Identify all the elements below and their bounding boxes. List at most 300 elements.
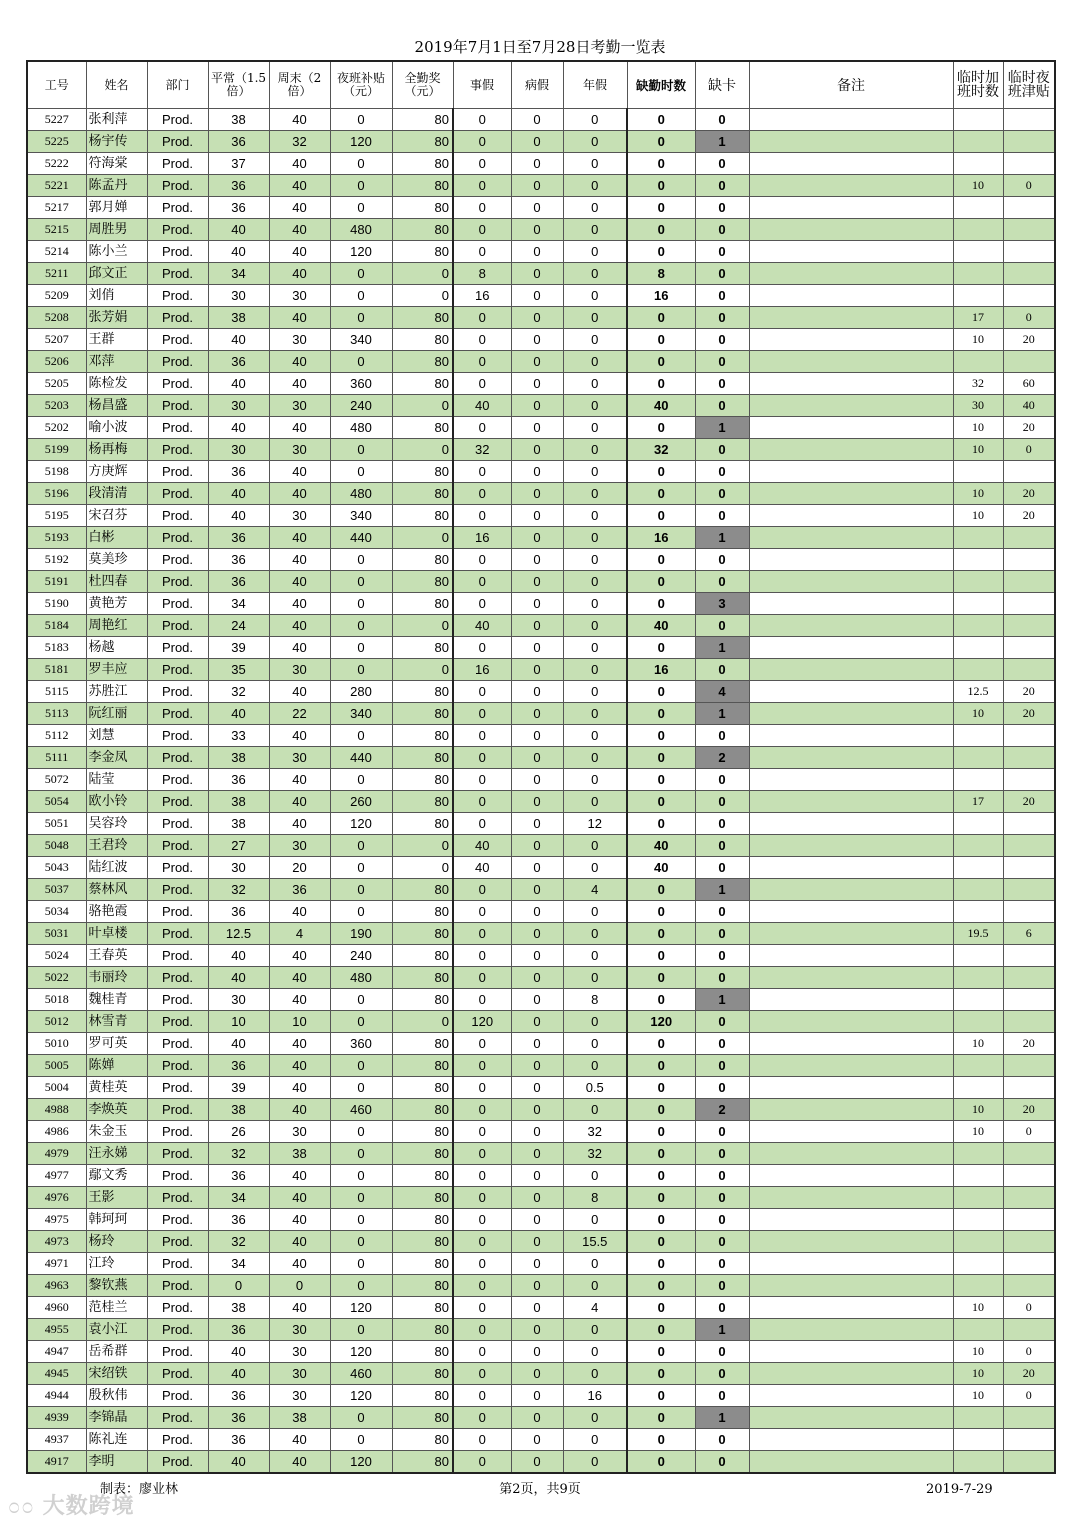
cell-attendance-bonus: 80 [392, 989, 453, 1011]
cell-employee-id: 5227 [27, 109, 86, 131]
cell-weekend-ot: 40 [269, 219, 330, 241]
cell-temp-ot-hours [953, 593, 1003, 615]
cell-night-allowance: 0 [330, 989, 392, 1011]
cell-missed-punch: 0 [695, 1363, 749, 1385]
cell-temp-night-allowance [1003, 725, 1055, 747]
cell-night-allowance: 460 [330, 1099, 392, 1121]
cell-absence-hours: 0 [627, 989, 695, 1011]
cell-department: Prod. [147, 967, 208, 989]
cell-night-allowance: 120 [330, 131, 392, 153]
cell-weekday-ot: 40 [208, 373, 269, 395]
cell-night-allowance: 120 [330, 1297, 392, 1319]
cell-employee-id: 4988 [27, 1099, 86, 1121]
cell-employee-id: 5202 [27, 417, 86, 439]
cell-temp-night-allowance [1003, 901, 1055, 923]
cell-night-allowance: 0 [330, 197, 392, 219]
cell-weekend-ot: 0 [269, 1275, 330, 1297]
cell-employee-id: 5022 [27, 967, 86, 989]
cell-weekday-ot: 36 [208, 1165, 269, 1187]
cell-department: Prod. [147, 593, 208, 615]
col-weekend-ot: 周末（2倍） [269, 61, 330, 109]
table-row [27, 1165, 1055, 1187]
footer-date: 2019-7-29 [926, 1482, 993, 1497]
cell-weekday-ot: 30 [208, 395, 269, 417]
cell-employee-id: 5217 [27, 197, 86, 219]
cell-weekday-ot: 12.5 [208, 923, 269, 945]
cell-weekend-ot: 40 [269, 593, 330, 615]
cell-employee-id: 5184 [27, 615, 86, 637]
cell-annual-leave: 0 [563, 263, 627, 285]
col-annual-leave: 年假 [563, 61, 627, 109]
cell-missed-punch: 0 [695, 945, 749, 967]
cell-weekday-ot: 40 [208, 703, 269, 725]
cell-weekend-ot: 40 [269, 1055, 330, 1077]
cell-absence-hours: 0 [627, 1429, 695, 1451]
cell-name: 苏胜江 [86, 681, 147, 703]
cell-sick-leave: 0 [511, 681, 563, 703]
cell-temp-ot-hours [953, 1319, 1003, 1341]
cell-annual-leave: 0 [563, 527, 627, 549]
cell-department: Prod. [147, 1011, 208, 1033]
cell-annual-leave: 0 [563, 659, 627, 681]
cell-absence-hours: 0 [627, 637, 695, 659]
cell-name: 陈孟丹 [86, 175, 147, 197]
cell-temp-ot-hours [953, 725, 1003, 747]
cell-sick-leave: 0 [511, 417, 563, 439]
cell-employee-id: 5211 [27, 263, 86, 285]
cell-sick-leave: 0 [511, 659, 563, 681]
cell-annual-leave: 4 [563, 879, 627, 901]
cell-personal-leave: 0 [453, 1209, 511, 1231]
cell-remarks [749, 263, 953, 285]
cell-annual-leave: 0 [563, 351, 627, 373]
watermark-text: 大数跨境 [42, 1494, 135, 1519]
cell-annual-leave: 0 [563, 769, 627, 791]
cell-weekday-ot: 38 [208, 791, 269, 813]
footer-maker: 制表：廖业林 [100, 1482, 179, 1497]
cell-annual-leave: 0 [563, 571, 627, 593]
cell-department: Prod. [147, 417, 208, 439]
cell-sick-leave: 0 [511, 1385, 563, 1407]
cell-attendance-bonus: 80 [392, 681, 453, 703]
cell-sick-leave: 0 [511, 1165, 563, 1187]
cell-sick-leave: 0 [511, 1451, 563, 1474]
cell-absence-hours: 0 [627, 1297, 695, 1319]
cell-name: 林雪青 [86, 1011, 147, 1033]
cell-personal-leave: 0 [453, 1099, 511, 1121]
table-row [27, 351, 1055, 373]
cell-weekday-ot: 24 [208, 615, 269, 637]
cell-sick-leave: 0 [511, 989, 563, 1011]
table-row [27, 681, 1055, 703]
cell-department: Prod. [147, 879, 208, 901]
cell-department: Prod. [147, 329, 208, 351]
cell-absence-hours: 16 [627, 285, 695, 307]
cell-sick-leave: 0 [511, 439, 563, 461]
cell-annual-leave: 0 [563, 1099, 627, 1121]
cell-temp-ot-hours [953, 857, 1003, 879]
table-row [27, 1121, 1055, 1143]
cell-temp-night-allowance [1003, 285, 1055, 307]
cell-department: Prod. [147, 1077, 208, 1099]
cell-annual-leave: 0 [563, 615, 627, 637]
cell-department: Prod. [147, 461, 208, 483]
cell-attendance-bonus: 80 [392, 131, 453, 153]
cell-remarks [749, 725, 953, 747]
cell-temp-night-allowance: 0 [1003, 1341, 1055, 1363]
cell-night-allowance: 440 [330, 747, 392, 769]
cell-sick-leave: 0 [511, 527, 563, 549]
cell-absence-hours: 0 [627, 417, 695, 439]
cell-night-allowance: 0 [330, 1121, 392, 1143]
cell-absence-hours: 0 [627, 1209, 695, 1231]
cell-temp-night-allowance [1003, 263, 1055, 285]
cell-temp-night-allowance [1003, 1429, 1055, 1451]
cell-annual-leave: 15.5 [563, 1231, 627, 1253]
cell-personal-leave: 0 [453, 791, 511, 813]
cell-temp-night-allowance [1003, 1187, 1055, 1209]
cell-temp-ot-hours [953, 813, 1003, 835]
cell-temp-ot-hours: 10 [953, 483, 1003, 505]
cell-attendance-bonus: 80 [392, 637, 453, 659]
cell-remarks [749, 241, 953, 263]
cell-weekend-ot: 40 [269, 263, 330, 285]
cell-remarks [749, 1341, 953, 1363]
cell-temp-ot-hours [953, 571, 1003, 593]
cell-department: Prod. [147, 1297, 208, 1319]
cell-missed-punch: 0 [695, 835, 749, 857]
cell-name: 蔡林风 [86, 879, 147, 901]
cell-remarks [749, 1319, 953, 1341]
cell-sick-leave: 0 [511, 1143, 563, 1165]
cell-temp-ot-hours [953, 1231, 1003, 1253]
cell-missed-punch: 0 [695, 1297, 749, 1319]
cell-weekday-ot: 36 [208, 1209, 269, 1231]
cell-employee-id: 5192 [27, 549, 86, 571]
cell-name: 袁小江 [86, 1319, 147, 1341]
cell-name: 杨昌盛 [86, 395, 147, 417]
cell-name: 岳希群 [86, 1341, 147, 1363]
cell-name: 陈婵 [86, 1055, 147, 1077]
table-row [27, 109, 1055, 131]
cell-absence-hours: 0 [627, 1319, 695, 1341]
cell-night-allowance: 0 [330, 1253, 392, 1275]
cell-missed-punch: 1 [695, 1407, 749, 1429]
cell-personal-leave: 40 [453, 395, 511, 417]
table-row [27, 1253, 1055, 1275]
cell-sick-leave: 0 [511, 1297, 563, 1319]
page-title: 2019年7月1日至7月28日考勤一览表 [414, 38, 666, 56]
cell-annual-leave: 0 [563, 593, 627, 615]
cell-temp-night-allowance [1003, 879, 1055, 901]
cell-annual-leave: 0 [563, 1275, 627, 1297]
cell-missed-punch: 0 [695, 219, 749, 241]
cell-personal-leave: 0 [453, 549, 511, 571]
cell-weekday-ot: 26 [208, 1121, 269, 1143]
cell-annual-leave: 0 [563, 637, 627, 659]
table-row [27, 703, 1055, 725]
cell-night-allowance: 0 [330, 593, 392, 615]
cell-temp-ot-hours [953, 263, 1003, 285]
cell-department: Prod. [147, 1385, 208, 1407]
cell-weekend-ot: 40 [269, 1297, 330, 1319]
col-name: 姓名 [86, 61, 147, 109]
cell-employee-id: 5205 [27, 373, 86, 395]
cell-annual-leave: 0 [563, 835, 627, 857]
cell-temp-ot-hours: 10 [953, 505, 1003, 527]
cell-missed-punch: 0 [695, 329, 749, 351]
cell-temp-ot-hours: 17 [953, 791, 1003, 813]
cell-temp-ot-hours [953, 285, 1003, 307]
cell-department: Prod. [147, 725, 208, 747]
table-row [27, 1429, 1055, 1451]
cell-remarks [749, 637, 953, 659]
cell-temp-night-allowance [1003, 857, 1055, 879]
cell-employee-id: 5206 [27, 351, 86, 373]
cell-remarks [749, 153, 953, 175]
cell-attendance-bonus: 80 [392, 879, 453, 901]
cell-weekend-ot: 40 [269, 967, 330, 989]
cell-name: 杨宇传 [86, 131, 147, 153]
cell-missed-punch: 0 [695, 659, 749, 681]
cell-attendance-bonus: 80 [392, 791, 453, 813]
cell-absence-hours: 0 [627, 1121, 695, 1143]
cell-night-allowance: 0 [330, 1055, 392, 1077]
cell-employee-id: 5225 [27, 131, 86, 153]
cell-night-allowance: 120 [330, 1341, 392, 1363]
cell-night-allowance: 340 [330, 505, 392, 527]
cell-personal-leave: 0 [453, 967, 511, 989]
watermark-logo-icon: ೦೦ [8, 1494, 43, 1519]
table-row [27, 241, 1055, 263]
cell-weekday-ot: 39 [208, 637, 269, 659]
cell-department: Prod. [147, 373, 208, 395]
cell-employee-id: 5004 [27, 1077, 86, 1099]
cell-employee-id: 4971 [27, 1253, 86, 1275]
cell-sick-leave: 0 [511, 1275, 563, 1297]
table-row [27, 1451, 1055, 1474]
cell-annual-leave: 0 [563, 1407, 627, 1429]
cell-temp-night-allowance: 20 [1003, 703, 1055, 725]
cell-remarks [749, 307, 953, 329]
cell-name: 方庚辉 [86, 461, 147, 483]
cell-weekend-ot: 40 [269, 1033, 330, 1055]
cell-temp-night-allowance [1003, 769, 1055, 791]
cell-night-allowance: 240 [330, 945, 392, 967]
cell-sick-leave: 0 [511, 241, 563, 263]
cell-attendance-bonus: 0 [392, 395, 453, 417]
cell-temp-night-allowance [1003, 747, 1055, 769]
cell-weekend-ot: 30 [269, 747, 330, 769]
cell-personal-leave: 0 [453, 1297, 511, 1319]
cell-night-allowance: 0 [330, 549, 392, 571]
cell-name: 段清清 [86, 483, 147, 505]
cell-annual-leave: 0 [563, 1451, 627, 1474]
cell-sick-leave: 0 [511, 307, 563, 329]
cell-name: 王群 [86, 329, 147, 351]
cell-absence-hours: 40 [627, 395, 695, 417]
table-row [27, 945, 1055, 967]
cell-weekend-ot: 36 [269, 879, 330, 901]
cell-night-allowance: 0 [330, 1143, 392, 1165]
cell-night-allowance: 190 [330, 923, 392, 945]
cell-name: 白彬 [86, 527, 147, 549]
cell-temp-ot-hours [953, 351, 1003, 373]
cell-department: Prod. [147, 571, 208, 593]
cell-temp-ot-hours [953, 769, 1003, 791]
table-row [27, 395, 1055, 417]
cell-weekday-ot: 36 [208, 549, 269, 571]
cell-employee-id: 5112 [27, 725, 86, 747]
cell-temp-ot-hours [953, 1451, 1003, 1474]
cell-name: 罗可英 [86, 1033, 147, 1055]
cell-weekend-ot: 30 [269, 505, 330, 527]
cell-department: Prod. [147, 351, 208, 373]
cell-name: 周胜男 [86, 219, 147, 241]
table-row [27, 527, 1055, 549]
cell-personal-leave: 40 [453, 615, 511, 637]
cell-weekend-ot: 40 [269, 241, 330, 263]
cell-attendance-bonus: 80 [392, 1143, 453, 1165]
cell-temp-night-allowance [1003, 461, 1055, 483]
cell-temp-night-allowance [1003, 615, 1055, 637]
table-row [27, 219, 1055, 241]
cell-weekday-ot: 34 [208, 1253, 269, 1275]
cell-department: Prod. [147, 901, 208, 923]
cell-absence-hours: 0 [627, 1253, 695, 1275]
cell-name: 李明 [86, 1451, 147, 1474]
cell-weekday-ot: 40 [208, 967, 269, 989]
cell-temp-night-allowance: 20 [1003, 505, 1055, 527]
cell-weekend-ot: 40 [269, 1077, 330, 1099]
cell-employee-id: 5195 [27, 505, 86, 527]
cell-temp-ot-hours [953, 1429, 1003, 1451]
cell-temp-ot-hours [953, 989, 1003, 1011]
cell-sick-leave: 0 [511, 351, 563, 373]
cell-employee-id: 5207 [27, 329, 86, 351]
cell-missed-punch: 1 [695, 417, 749, 439]
cell-night-allowance: 360 [330, 373, 392, 395]
cell-attendance-bonus: 80 [392, 1033, 453, 1055]
cell-remarks [749, 1451, 953, 1474]
cell-department: Prod. [147, 857, 208, 879]
cell-temp-night-allowance [1003, 989, 1055, 1011]
cell-personal-leave: 0 [453, 1077, 511, 1099]
cell-missed-punch: 0 [695, 483, 749, 505]
cell-remarks [749, 703, 953, 725]
cell-missed-punch: 0 [695, 571, 749, 593]
cell-name: 范桂兰 [86, 1297, 147, 1319]
cell-missed-punch: 0 [695, 769, 749, 791]
cell-temp-night-allowance [1003, 1055, 1055, 1077]
cell-weekend-ot: 40 [269, 373, 330, 395]
cell-department: Prod. [147, 1407, 208, 1429]
cell-absence-hours: 0 [627, 483, 695, 505]
cell-weekday-ot: 30 [208, 989, 269, 1011]
cell-weekend-ot: 40 [269, 197, 330, 219]
cell-temp-ot-hours: 12.5 [953, 681, 1003, 703]
cell-absence-hours: 0 [627, 1363, 695, 1385]
cell-personal-leave: 0 [453, 351, 511, 373]
cell-name: 魏桂青 [86, 989, 147, 1011]
cell-department: Prod. [147, 1451, 208, 1474]
cell-annual-leave: 4 [563, 1297, 627, 1319]
cell-temp-night-allowance [1003, 1319, 1055, 1341]
cell-temp-ot-hours [953, 1055, 1003, 1077]
cell-weekday-ot: 36 [208, 461, 269, 483]
cell-name: 陆红波 [86, 857, 147, 879]
cell-absence-hours: 0 [627, 1407, 695, 1429]
table-row [27, 1187, 1055, 1209]
cell-absence-hours: 16 [627, 527, 695, 549]
cell-personal-leave: 0 [453, 681, 511, 703]
cell-employee-id: 5208 [27, 307, 86, 329]
cell-night-allowance: 0 [330, 615, 392, 637]
table-row [27, 1033, 1055, 1055]
cell-temp-ot-hours [953, 1187, 1003, 1209]
cell-employee-id: 4944 [27, 1385, 86, 1407]
cell-weekend-ot: 40 [269, 791, 330, 813]
cell-annual-leave: 0 [563, 703, 627, 725]
cell-night-allowance: 460 [330, 1363, 392, 1385]
cell-absence-hours: 0 [627, 901, 695, 923]
cell-annual-leave: 0 [563, 725, 627, 747]
cell-name: 宋绍铁 [86, 1363, 147, 1385]
cell-absence-hours: 0 [627, 923, 695, 945]
table-row [27, 1385, 1055, 1407]
cell-weekend-ot: 30 [269, 1363, 330, 1385]
cell-employee-id: 5034 [27, 901, 86, 923]
cell-temp-night-allowance: 0 [1003, 175, 1055, 197]
cell-absence-hours: 0 [627, 769, 695, 791]
cell-weekday-ot: 40 [208, 219, 269, 241]
cell-remarks [749, 879, 953, 901]
cell-sick-leave: 0 [511, 329, 563, 351]
table-row [27, 483, 1055, 505]
cell-sick-leave: 0 [511, 857, 563, 879]
cell-absence-hours: 0 [627, 1143, 695, 1165]
cell-annual-leave: 0 [563, 1011, 627, 1033]
cell-absence-hours: 0 [627, 813, 695, 835]
table-row [27, 373, 1055, 395]
cell-department: Prod. [147, 1429, 208, 1451]
cell-missed-punch: 0 [695, 241, 749, 263]
cell-attendance-bonus: 80 [392, 549, 453, 571]
cell-weekday-ot: 36 [208, 131, 269, 153]
cell-department: Prod. [147, 747, 208, 769]
table-row [27, 307, 1055, 329]
cell-sick-leave: 0 [511, 1429, 563, 1451]
cell-department: Prod. [147, 395, 208, 417]
table-row [27, 615, 1055, 637]
cell-weekday-ot: 27 [208, 835, 269, 857]
cell-name: 邱文正 [86, 263, 147, 285]
cell-weekend-ot: 40 [269, 1165, 330, 1187]
cell-attendance-bonus: 80 [392, 219, 453, 241]
table-row [27, 857, 1055, 879]
table-row [27, 1341, 1055, 1363]
table-row [27, 1275, 1055, 1297]
cell-department: Prod. [147, 1055, 208, 1077]
cell-weekday-ot: 38 [208, 1297, 269, 1319]
table-row [27, 175, 1055, 197]
cell-sick-leave: 0 [511, 461, 563, 483]
cell-night-allowance: 0 [330, 109, 392, 131]
cell-attendance-bonus: 80 [392, 1363, 453, 1385]
cell-personal-leave: 0 [453, 197, 511, 219]
cell-sick-leave: 0 [511, 901, 563, 923]
cell-weekend-ot: 40 [269, 483, 330, 505]
